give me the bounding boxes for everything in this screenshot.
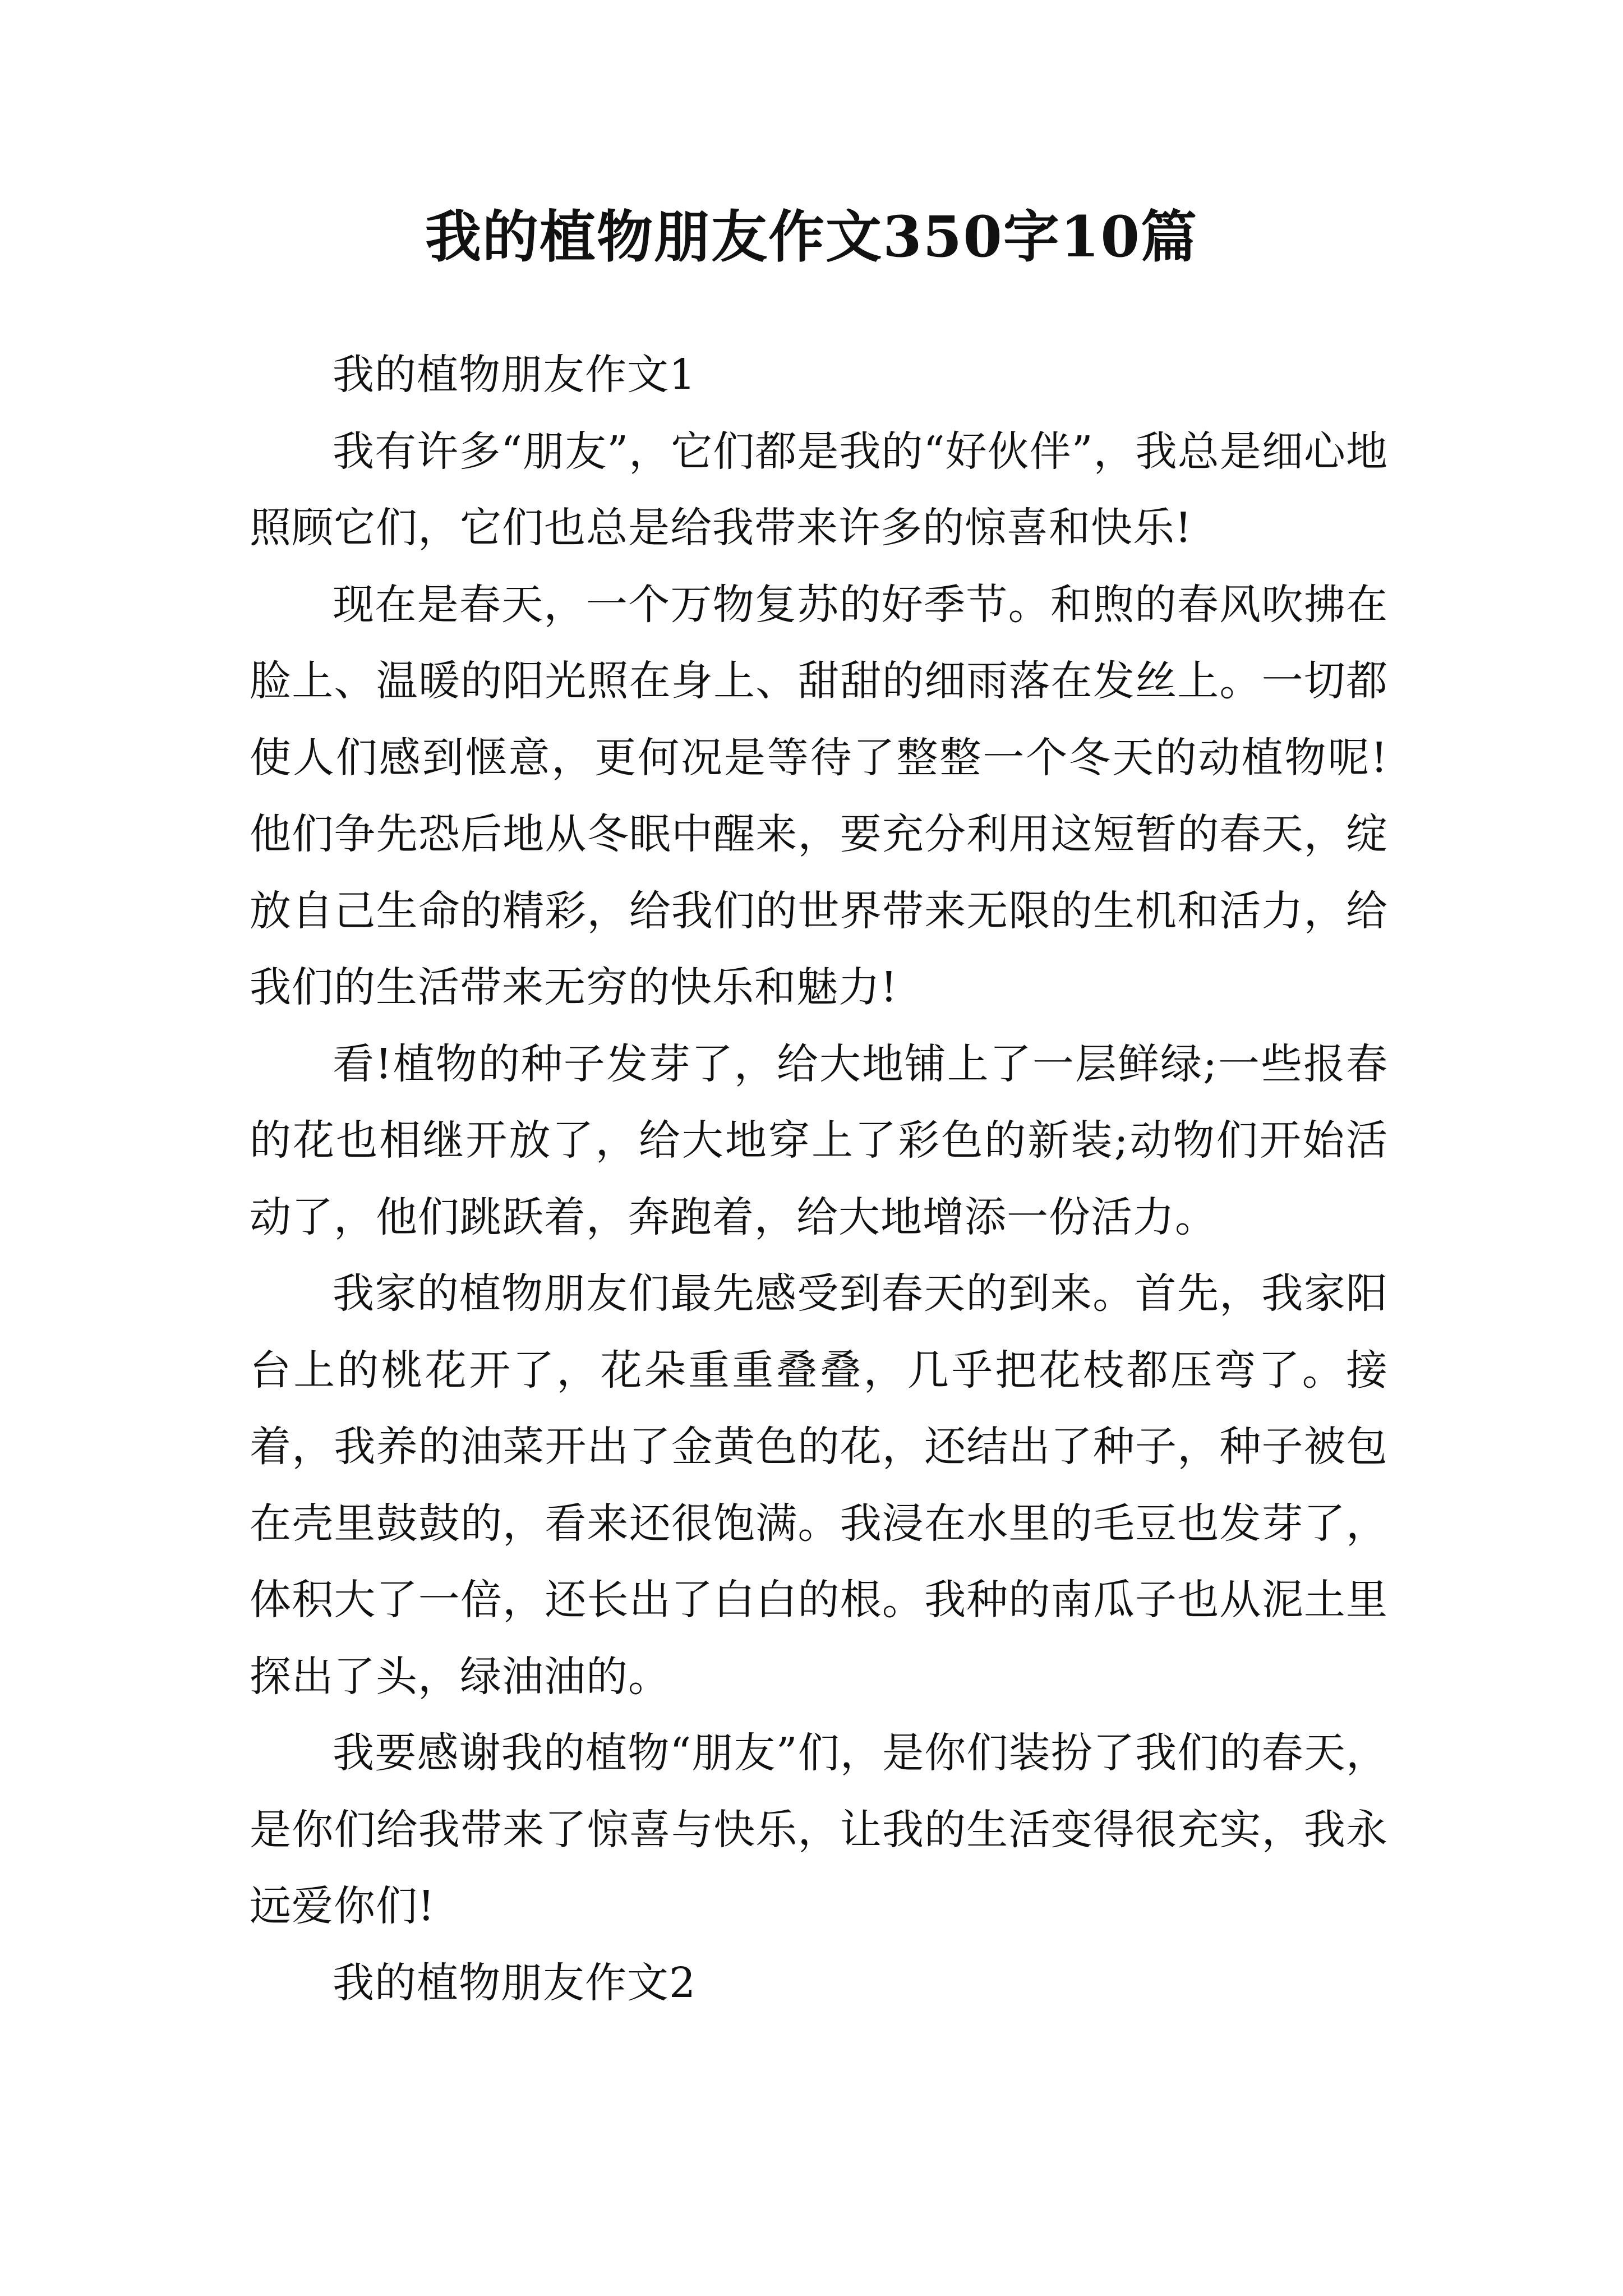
section-heading: 我的植物朋友作文1 xyxy=(333,351,697,399)
paragraph: 我家的植物朋友们最先感受到春天的到来。首先，我家阳台上的桃花开了，花朵重重叠叠，几乎把花枝都压弯了。接着，我养的油菜开出了金黄色的花，还结出了种子，种子被包在壳里鼓鼓的，看来还很饱满。我浸在水里的毛豆也发芽了，体积大了一倍，还长出了白白的根。我种的南瓜子也从泥土里探出了头，绿油油的。 xyxy=(250,1269,1388,1701)
document-title: 我的植物朋友作文350字10篇 xyxy=(425,204,1198,270)
section-heading: 我的植物朋友作文2 xyxy=(333,1958,697,2007)
paragraph: 我要感谢我的植物“朋友”们，是你们装扮了我们的春天，是你们给我带来了惊喜与快乐，让我的生活变得很充实，我永远爱你们! xyxy=(250,1729,1388,1930)
document-body xyxy=(250,337,1388,2021)
paragraph: 看!植物的种子发芽了，给大地铺上了一层鲜绿;一些报春的花也相继开放了，给大地穿上了彩色的新装;动物们开始活动了，他们跳跃着，奔跑着，给大地增添一份活力。 xyxy=(250,1039,1388,1241)
paragraph: 现在是春天，一个万物复苏的好季节。和煦的春风吹拂在脸上、温暖的阳光照在身上、甜甜的细雨落在发丝上。一切都使人们感到惬意，更何况是等待了整整一个冬天的动植物呢!他们争先恐后地从冬眠中醒来，要充分利用这短暂的春天，绽放自己生命的精彩，给我们的世界带来无限的生机和活力，给我们的生活带来无穷的快乐和魅力! xyxy=(250,580,1388,1011)
paragraph: 我有许多“朋友”，它们都是我的“好伙伴”，我总是细心地照顾它们，它们也总是给我带来许多的惊喜和快乐! xyxy=(250,427,1388,552)
